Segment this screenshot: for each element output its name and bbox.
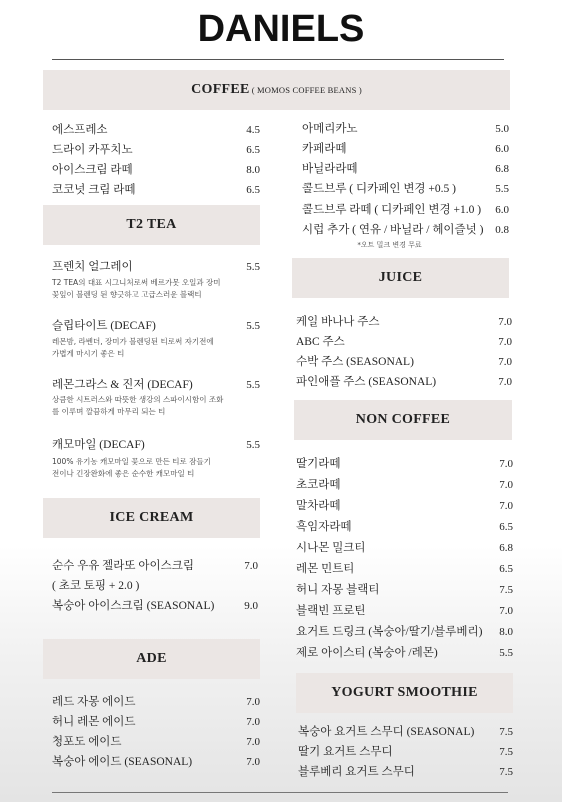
item-name: 레몬 민트티: [296, 563, 355, 575]
item-description: [52, 336, 262, 360]
section-title-coffee: COFFEE: [191, 82, 250, 97]
menu-item: [296, 644, 513, 660]
menu-item: [296, 313, 512, 329]
item-name: 레드 자몽 에이드: [52, 696, 136, 708]
item-name: 요거트 드링크 (복숭아/딸기/블루베리): [296, 626, 483, 638]
item-description: [52, 277, 262, 301]
menu-item: [302, 160, 509, 176]
item-price: 6.0: [495, 143, 509, 155]
menu-item: [298, 743, 513, 759]
menu-item: [296, 518, 513, 534]
item-price: 7.0: [499, 458, 513, 470]
menu-item: [52, 693, 260, 709]
item-price: 6.5: [246, 144, 260, 156]
menu-item: [52, 597, 258, 613]
item-name: 복숭아 아이스크림 (SEASONAL): [52, 600, 215, 612]
item-name: 말차라떼: [296, 500, 341, 512]
item-name: 제로 아이스티 (복숭아 /레몬): [296, 647, 438, 659]
item-name: 에스프레소: [52, 124, 108, 136]
item-name: 콜드브루 라떼 ( 디카페인 변경 +1.0 ): [302, 204, 482, 216]
item-name: 콜드브루 ( 디카페인 변경 +0.5 ): [302, 183, 456, 195]
item-name: 수박 주스 (SEASONAL): [296, 356, 414, 368]
item-name: 코코넛 크림 라떼: [52, 184, 136, 196]
section-title-non-coffee: NON COFFEE: [355, 412, 451, 427]
section-title-juice: JUICE: [378, 270, 423, 285]
menu-item: [302, 201, 509, 217]
item-name: 아이스크림 라떼: [52, 164, 133, 176]
menu-item: [52, 181, 260, 197]
item-name: 프렌치 얼그레이: [52, 261, 133, 273]
menu-item: [302, 140, 509, 156]
item-price: 5.0: [495, 123, 509, 135]
item-price: 7.0: [246, 716, 260, 728]
menu-item: [296, 476, 513, 492]
item-price: 6.5: [499, 563, 513, 575]
item-name: 파인애플 주스 (SEASONAL): [296, 376, 437, 388]
item-price: 7.5: [499, 584, 513, 596]
menu-item: [302, 180, 509, 196]
item-price: 6.0: [495, 204, 509, 216]
menu-item: [296, 623, 513, 639]
item-name: 시나몬 밀크티: [296, 542, 366, 554]
item-price: 7.0: [498, 376, 512, 388]
menu-item: [52, 141, 260, 157]
menu-item: [298, 763, 513, 779]
section-header-juice: [292, 258, 509, 298]
item-name: 딸기라떼: [296, 458, 341, 470]
item-price: 4.5: [246, 124, 260, 136]
item-name: 케일 바나나 주스: [296, 316, 380, 328]
top-divider: [52, 59, 504, 60]
item-price: 7.0: [246, 696, 260, 708]
item-name: 캐모마일 (DECAF): [52, 439, 145, 451]
item-price: 7.0: [498, 336, 512, 348]
item-description: [52, 456, 262, 480]
section-title-yogurt-smoothie: YOGURT SMOOTHIE: [331, 685, 478, 700]
menu-item: [52, 713, 260, 729]
item-price: 0.8: [495, 224, 509, 236]
menu-item: [298, 723, 513, 739]
item-price: 5.5: [246, 320, 260, 332]
item-name: 복숭아 에이드 (SEASONAL): [52, 756, 193, 768]
menu-item: [52, 258, 260, 274]
item-name: 시럽 추가 ( 연유 / 바닐라 / 헤이즐넛 ): [302, 224, 484, 236]
desc-line: T2 TEA의 대표 시그니처로써 베르가못 오일과 장미: [52, 278, 221, 287]
menu-item: [296, 602, 513, 618]
desc-line: 가볍게 마시기 좋은 티: [52, 349, 125, 358]
item-price: 5.5: [495, 183, 509, 195]
item-price: 5.5: [246, 261, 260, 273]
item-price: 7.0: [498, 356, 512, 368]
item-name: ( 초코 토핑 + 2.0 ): [52, 580, 140, 592]
menu-item: [52, 161, 260, 177]
section-header-ade: [43, 639, 260, 679]
item-name: 슬립타이트 (DECAF): [52, 320, 156, 332]
section-title-ade: ADE: [136, 651, 167, 666]
item-name: 카페라떼: [302, 143, 347, 155]
item-price: 7.5: [499, 766, 513, 778]
menu-item: [302, 120, 509, 136]
item-name: 복숭아 요거트 스무디 (SEASONAL): [298, 726, 475, 738]
item-price: 9.0: [244, 600, 258, 612]
item-name: 흑임자라떼: [296, 521, 352, 533]
menu-item: [52, 376, 260, 392]
section-title-t2-tea: T2 TEA: [126, 217, 177, 232]
menu-item: [52, 436, 260, 452]
item-name: 드라이 카푸치노: [52, 144, 133, 156]
item-price: 7.0: [499, 479, 513, 491]
item-name: 순수 우유 젤라또 아이스크림: [52, 560, 194, 572]
menu-item: [52, 577, 258, 593]
desc-line: 전이나 긴장완화에 좋은 순수한 캐모마일 티: [52, 469, 195, 478]
item-price: 7.0: [246, 736, 260, 748]
item-price: 7.5: [499, 726, 513, 738]
item-price: 7.0: [246, 756, 260, 768]
menu-item: [52, 557, 258, 573]
desc-line: 상큼한 시트러스와 따뜻한 생강의 스파이시함이 조화: [52, 395, 224, 404]
item-price: 6.5: [499, 521, 513, 533]
item-name: 딸기 요거트 스무디: [298, 746, 393, 758]
menu-item: [296, 539, 513, 555]
menu-item: [52, 753, 260, 769]
desc-line: 100% 유기농 캐모마일 꽃으로 만든 티로 잠들기: [52, 457, 211, 466]
item-price: 5.5: [246, 439, 260, 451]
menu-item: [296, 560, 513, 576]
item-price: 7.0: [499, 500, 513, 512]
section-subtitle-coffee: ( MOMOS COFFEE BEANS ): [251, 85, 362, 95]
brand-title: DANIELS: [197, 8, 365, 50]
item-name: 초코라떼: [296, 479, 341, 491]
menu-item: [296, 333, 512, 349]
menu-item: [296, 581, 513, 597]
menu-item: [52, 121, 260, 137]
item-name: ABC 주스: [296, 336, 345, 348]
section-header-yogurt-smoothie: [296, 673, 513, 713]
item-name: 레몬그라스 & 진저 (DECAF): [52, 379, 193, 391]
section-header-t2-tea: [43, 205, 260, 245]
item-name: 블랙빈 프로틴: [296, 605, 366, 617]
desc-line: 레몬밤, 라벤더, 장미가 블렌딩된 티로써 자기전에: [52, 337, 214, 346]
item-name: 블루베리 요거트 스무디: [298, 766, 415, 778]
desc-line: 꽃잎이 블렌딩 된 향긋하고 고급스러운 블랙티: [52, 290, 202, 299]
item-price: 8.0: [246, 164, 260, 176]
section-title-ice-cream: ICE CREAM: [109, 510, 194, 525]
menu-item: [296, 353, 512, 369]
menu-item: [296, 497, 513, 513]
item-name: 바닐라라떼: [302, 163, 358, 175]
menu-item: [52, 317, 260, 333]
item-price: 6.5: [246, 184, 260, 196]
item-price: 7.0: [244, 560, 258, 572]
section-header-ice-cream: [43, 498, 260, 538]
section-header-coffee: [43, 70, 510, 110]
item-name: 아메리카노: [302, 123, 358, 135]
item-price: 8.0: [499, 626, 513, 638]
desc-line: 를 이루며 깔끔하게 마무리 되는 티: [52, 407, 166, 416]
item-price: 7.0: [498, 316, 512, 328]
menu-item: [296, 373, 512, 389]
item-name: 허니 레몬 에이드: [52, 716, 136, 728]
item-name: 허니 자몽 블랙티: [296, 584, 380, 596]
item-description: [52, 394, 262, 418]
menu-item: [296, 455, 513, 471]
item-price: 6.8: [495, 163, 509, 175]
item-price: 5.5: [499, 647, 513, 659]
item-name: 청포도 에이드: [52, 736, 122, 748]
menu-item: [302, 221, 509, 237]
item-price: 7.0: [499, 605, 513, 617]
menu-item: [52, 733, 260, 749]
item-price: 7.5: [499, 746, 513, 758]
bottom-divider: [52, 792, 508, 793]
oat-milk-note: *오트 밀크 변경 무료: [357, 241, 422, 249]
item-price: 6.8: [499, 542, 513, 554]
section-header-non-coffee: [294, 400, 512, 440]
item-price: 5.5: [246, 379, 260, 391]
